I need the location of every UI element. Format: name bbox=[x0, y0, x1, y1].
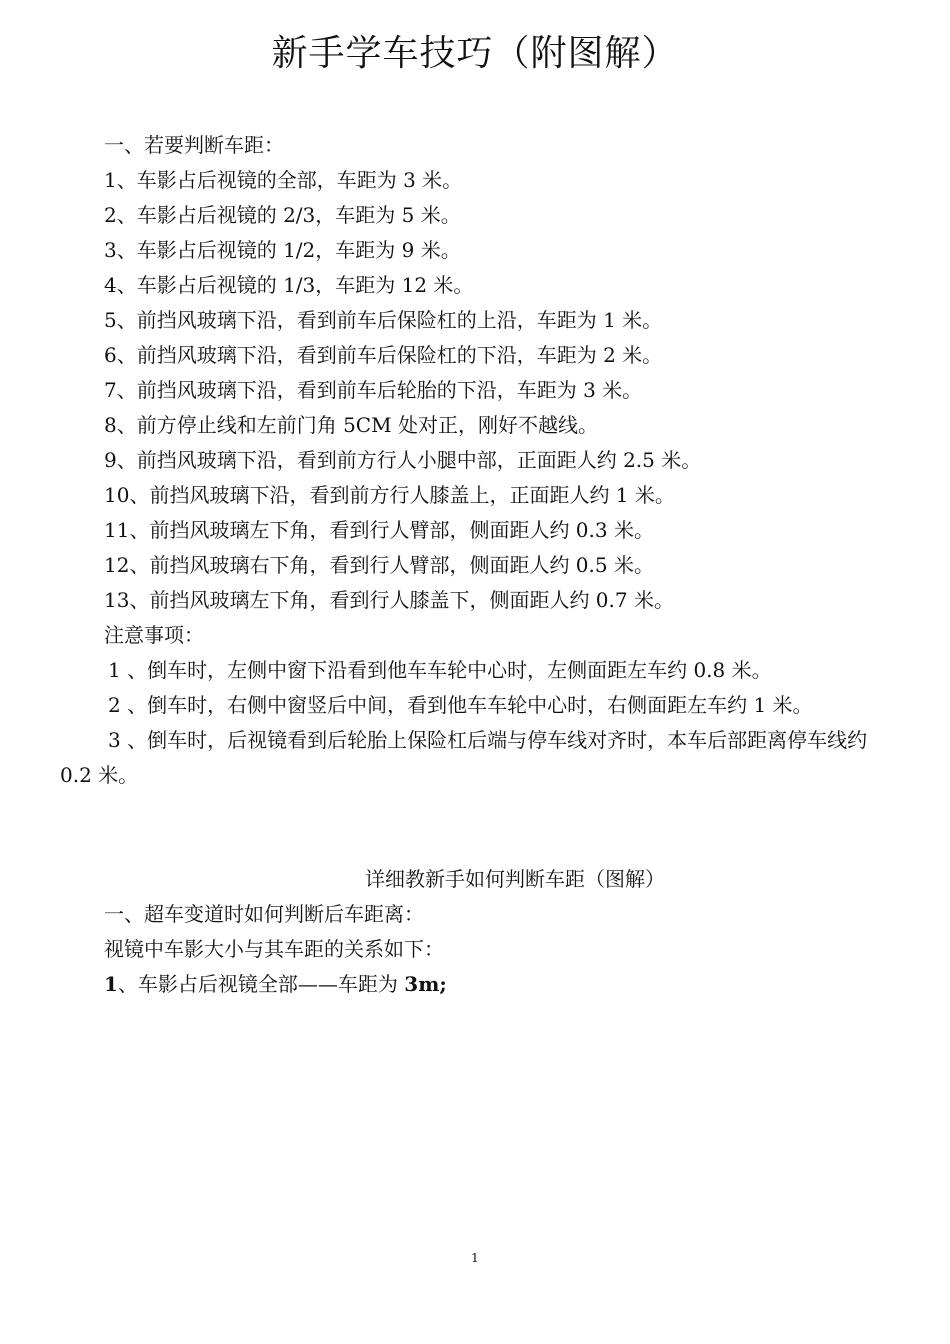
list-item: 2、车影占后视镜的 2/3，车距为 5 米。 bbox=[104, 203, 461, 227]
list-item-text: 、车影占后视镜全部——车距为 bbox=[117, 972, 405, 996]
list-item: 3、车影占后视镜的 1/2，车距为 9 米。 bbox=[104, 238, 461, 262]
section-judging-distance bbox=[60, 128, 900, 793]
list-item: 5、前挡风玻璃下沿，看到前车后保险杠的上沿，车距为 1 米。 bbox=[104, 308, 663, 332]
note-item: 3 、倒车时，后视镜看到后轮胎上保险杠后端与停车线对齐时，本车后部距离停车线约 0.2 米。 bbox=[60, 728, 868, 787]
page-title: 新手学车技巧（附图解） bbox=[271, 33, 679, 74]
list-item: 12、前挡风玻璃右下角，看到行人臂部，侧面距人约 0.5 米。 bbox=[104, 553, 654, 577]
list-item-number: 1 bbox=[104, 972, 118, 996]
section-heading: 一、超车变道时如何判断后车距离： bbox=[104, 902, 424, 926]
list-item: 1、车影占后视镜的全部，车距为 3 米。 bbox=[104, 168, 463, 192]
note-item: 1 、倒车时，左侧中窗下沿看到他车车轮中心时，左侧面距左车约 0.8 米。 bbox=[108, 658, 772, 682]
note-item: 2 、倒车时，右侧中窗竖后中间，看到他车车轮中心时，右侧面距左车约 1 米。 bbox=[108, 693, 813, 717]
list-item: 10、前挡风玻璃下沿，看到前方行人膝盖上，正面距人约 1 米。 bbox=[104, 483, 675, 507]
list-item: 7、前挡风玻璃下沿，看到前车后轮胎的下沿，车距为 3 米。 bbox=[104, 378, 643, 402]
notes-heading: 注意事项： bbox=[104, 623, 204, 647]
list-item: 13、前挡风玻璃左下角，看到行人膝盖下，侧面距人约 0.7 米。 bbox=[104, 588, 674, 612]
page-number: 1 bbox=[471, 1251, 479, 1265]
section-title: 详细教新手如何判断车距（图解） bbox=[365, 867, 665, 891]
section-heading: 一、若要判断车距： bbox=[104, 133, 284, 157]
list-item: 9、前挡风玻璃下沿，看到前方行人小腿中部，正面距人约 2.5 米。 bbox=[104, 448, 702, 472]
list-item-value: 3m; bbox=[404, 972, 447, 996]
list-item bbox=[60, 967, 900, 1002]
intro-text: 视镜中车影大小与其车距的关系如下： bbox=[104, 937, 444, 961]
list-item: 4、车影占后视镜的 1/3，车距为 12 米。 bbox=[104, 273, 474, 297]
section-detailed-guide bbox=[60, 862, 900, 1002]
list-item: 6、前挡风玻璃下沿，看到前车后保险杠的下沿，车距为 2 米。 bbox=[104, 343, 663, 367]
list-item: 8、前方停止线和左前门角 5CM 处对正，刚好不越线。 bbox=[104, 413, 598, 437]
list-item: 11、前挡风玻璃左下角，看到行人臂部，侧面距人约 0.3 米。 bbox=[104, 518, 654, 542]
